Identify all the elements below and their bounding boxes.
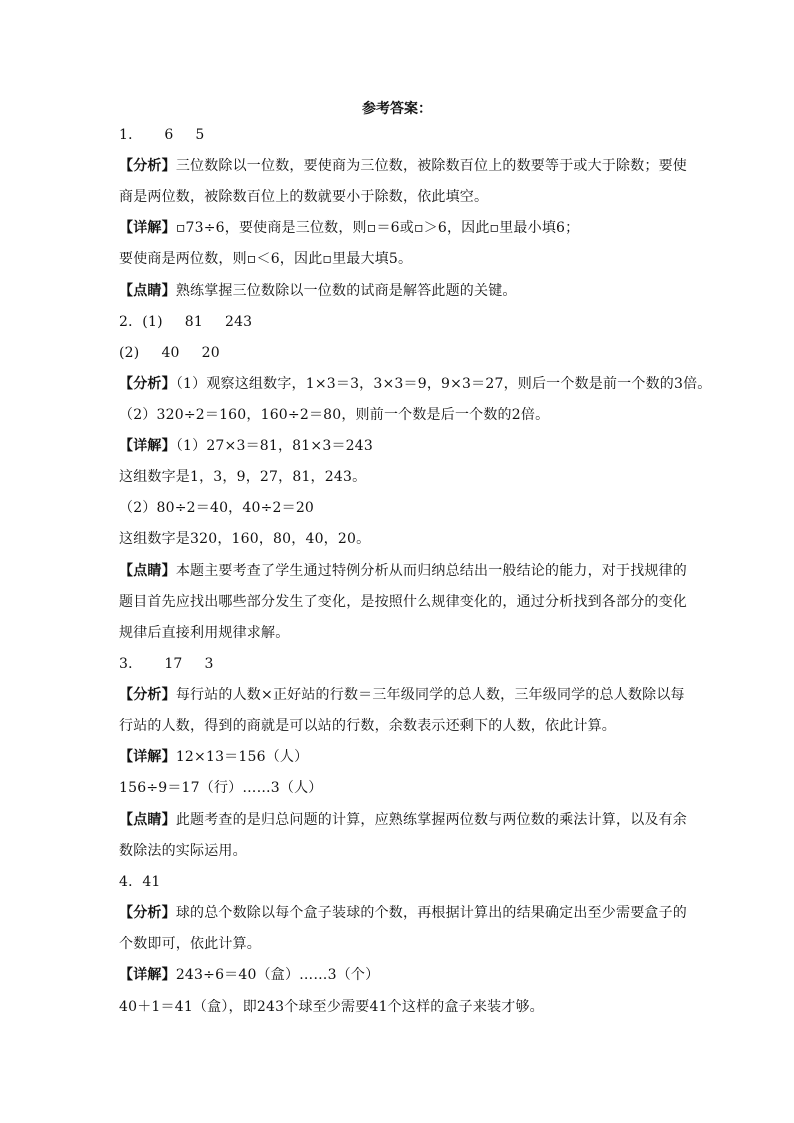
q1-point-tag: 【点睛】 bbox=[119, 283, 176, 299]
q2-number: 2．(1) bbox=[119, 314, 163, 330]
q2-point-line-1 bbox=[119, 562, 688, 580]
q4-analysis-line-1 bbox=[119, 904, 688, 922]
q2-answer-3: 40 bbox=[161, 345, 180, 361]
q1-answer-1: 6 bbox=[164, 127, 174, 143]
q3-point-text-1: 此题考查的是归总问题的计算，应熟练掌握两位数与两位数的乘法计算，以及有余 bbox=[175, 812, 688, 828]
q2-analysis-tag: 【分析】 bbox=[119, 376, 176, 392]
q4-detail-line-2: 40＋1＝41（盒），即243个球至少需要41个这样的盒子来装才够。 bbox=[119, 999, 544, 1015]
q1-point-text-1: 熟练掌握三位数除以一位数的试商是解答此题的关键。 bbox=[175, 283, 517, 299]
q3-answer-1: 17 bbox=[164, 656, 183, 672]
q2-answer-1: 81 bbox=[184, 314, 203, 330]
q3-number: 3． bbox=[119, 656, 143, 672]
q2-detail-line-3: （2）80÷2＝40，40÷2＝20 bbox=[119, 500, 315, 516]
q3-point-line-1 bbox=[119, 811, 688, 829]
q2-detail-line-2: 这组数字是1，3，9，27，81，243。 bbox=[119, 469, 367, 485]
q2-detail-line-4: 这组数字是320，160，80，40，20。 bbox=[119, 531, 371, 547]
q4-analysis-text-1: 球的总个数除以每个盒子装球的个数，再根据计算出的结果确定出至少需要盒子的 bbox=[175, 905, 688, 921]
q2-detail-tag: 【详解】 bbox=[119, 438, 176, 454]
q1-point-line-1 bbox=[119, 282, 679, 300]
q3-detail-line-2: 156÷9＝17（行）……3（人） bbox=[119, 780, 323, 796]
q2-point-line-2: 题目首先应找出哪些部分发生了变化，是按照什么规律变化的，通过分析找到各部分的变化 bbox=[119, 594, 687, 610]
q3-detail-tag: 【详解】 bbox=[119, 749, 176, 765]
q3-analysis-line-2: 行站的人数，得到的商就是可以站的行数，余数表示还剩下的人数，依此计算。 bbox=[119, 718, 616, 734]
q3-analysis-text-1: 每行站的人数×正好站的行数＝三年级同学的总人数，三年级同学的总人数除以每 bbox=[175, 687, 685, 703]
q4-number: 4． bbox=[119, 874, 143, 890]
q2-detail-line-1 bbox=[119, 437, 679, 455]
q1-analysis-text-1: 三位数除以一位数，要使商为三位数，被除数百位上的数要等于或大于除数；要使 bbox=[175, 158, 688, 174]
q4-detail-tag: 【详解】 bbox=[119, 967, 176, 983]
q1-detail-line-2: 要使商是两位数，则▫＜6，因此▫里最大填5。 bbox=[119, 251, 413, 267]
q2-analysis-line-2: （2）320÷2＝160，160÷2＝80，则前一个数是后一个数的2倍。 bbox=[119, 407, 550, 423]
q3-analysis-tag: 【分析】 bbox=[119, 687, 176, 703]
q1-answer-line bbox=[119, 126, 679, 144]
q3-detail-text-1: 12×13＝156（人） bbox=[175, 749, 309, 765]
q3-detail-line-1 bbox=[119, 748, 679, 766]
q4-analysis-tag: 【分析】 bbox=[119, 905, 176, 921]
q1-detail-text-1: ▫73÷6，要使商是三位数，则▫＝6或▫＞6，因此▫里最小填6； bbox=[175, 220, 580, 236]
q3-analysis-line-1 bbox=[119, 686, 685, 704]
q1-analysis-line-1 bbox=[119, 157, 688, 175]
q2-analysis-line-1 bbox=[119, 375, 712, 393]
q2-answer-4: 20 bbox=[201, 345, 220, 361]
q3-answer-2: 3 bbox=[204, 656, 214, 672]
q2-answer-line-1 bbox=[119, 313, 679, 331]
q4-detail-text-1: 243÷6＝40（盒）……3（个） bbox=[175, 967, 380, 983]
q3-point-tag: 【点睛】 bbox=[119, 812, 176, 828]
q1-detail-line-1 bbox=[119, 219, 679, 237]
q2-answer-line-2 bbox=[119, 344, 679, 362]
q1-detail-tag: 【详解】 bbox=[119, 220, 176, 236]
q1-analysis-tag: 【分析】 bbox=[119, 158, 176, 174]
q1-analysis-line-2: 商是两位数，被除数百位上的数就要小于除数，依此填空。 bbox=[119, 189, 489, 205]
q1-answer-2: 5 bbox=[195, 127, 205, 143]
q4-detail-line-1 bbox=[119, 966, 679, 984]
q2-detail-text-1: （1）27×3＝81，81×3＝243 bbox=[175, 438, 373, 454]
q4-answer-line bbox=[119, 873, 679, 891]
q3-point-line-2: 数除法的实际运用。 bbox=[119, 843, 247, 859]
q3-answer-line bbox=[119, 655, 679, 673]
q2-answer-2: 243 bbox=[224, 314, 253, 330]
q2-analysis-text-1: （1）观察这组数字，1×3＝3，3×3＝9，9×3＝27，则后一个数是前一个数的3倍。 bbox=[175, 376, 712, 392]
q4-answer-1: 41 bbox=[142, 874, 161, 890]
q2-sub-number: (2) bbox=[119, 345, 140, 361]
q4-analysis-line-2: 个数即可，依此计算。 bbox=[119, 936, 261, 952]
q2-point-line-3: 规律后直接利用规律求解。 bbox=[119, 625, 290, 641]
q2-point-text-1: 本题主要考查了学生通过特例分析从而归纳总结出一般结论的能力，对于找规律的 bbox=[175, 563, 688, 579]
page-title: 参考答案： bbox=[362, 101, 432, 117]
q1-number: 1． bbox=[119, 127, 143, 143]
q2-point-tag: 【点睛】 bbox=[119, 563, 176, 579]
